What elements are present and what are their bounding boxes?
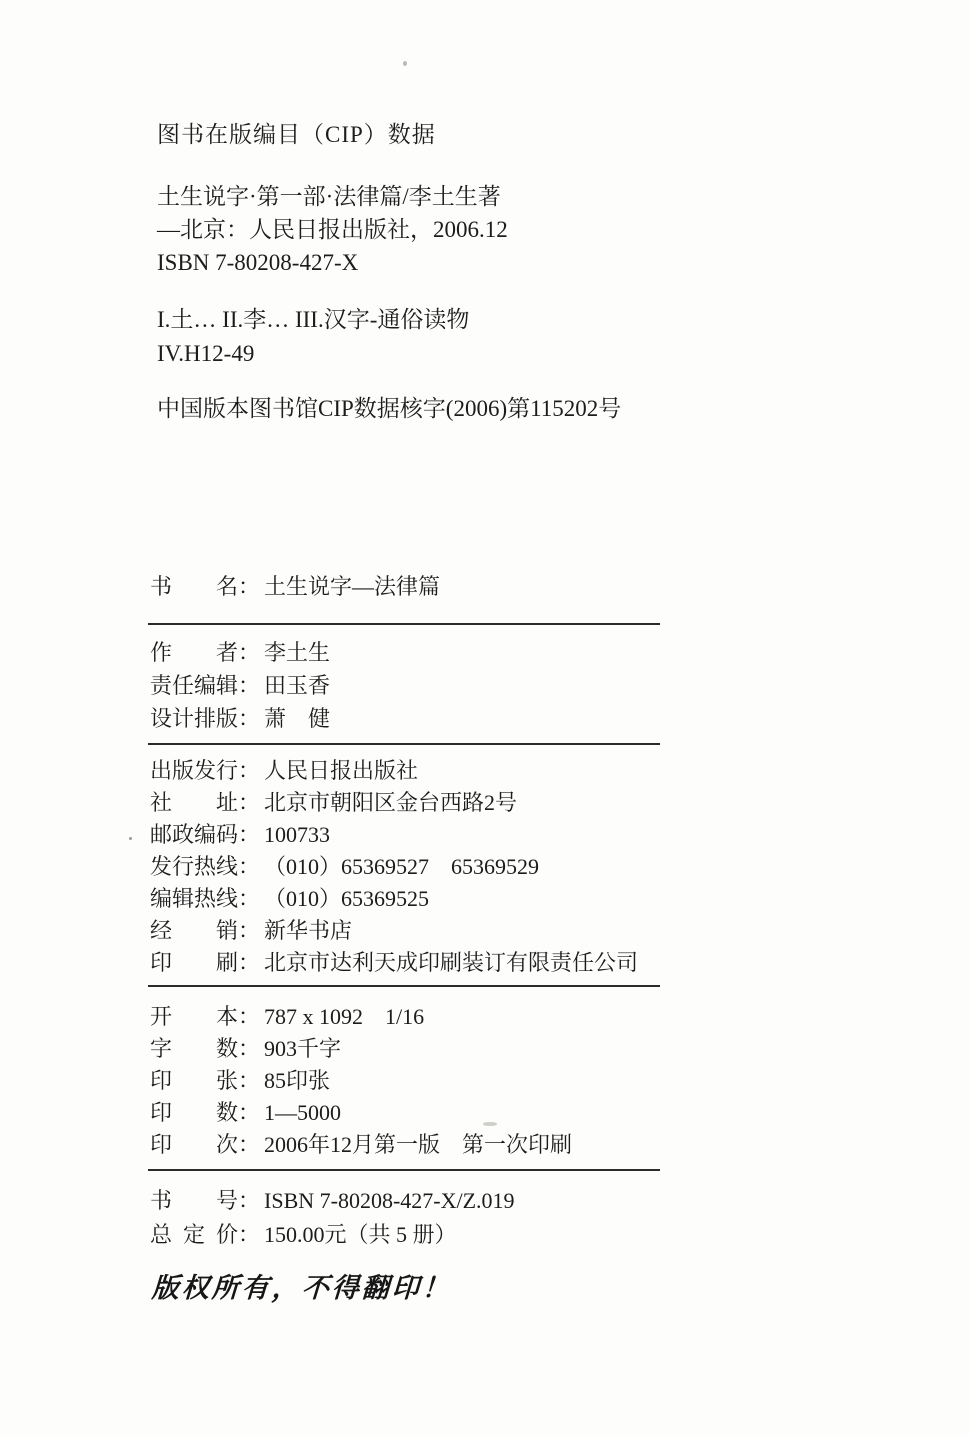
field-label: 经销	[150, 918, 238, 943]
field-colon: ：	[238, 854, 261, 879]
cip-registration-number: 中国版本图书馆CIP数据核字(2006)第115202号	[157, 396, 622, 421]
colophon-section-publisher	[150, 755, 638, 979]
field-label: 出版发行	[150, 758, 239, 783]
colophon-row	[150, 669, 330, 702]
field-value: 85印张	[264, 1068, 331, 1093]
field-value: 新华书店	[264, 918, 353, 943]
cip-classification-line: IV.H12-49	[157, 341, 255, 366]
colophon-row	[150, 571, 440, 603]
field-value: 人民日报出版社	[264, 758, 419, 783]
field-label: 社址	[150, 790, 238, 815]
field-label: 作者	[150, 640, 238, 665]
field-colon: ：	[238, 1222, 261, 1247]
divider-line	[148, 623, 660, 625]
cip-heading: 图书在版编目（CIP）数据	[157, 122, 436, 147]
field-value: 1—5000	[264, 1100, 342, 1125]
field-value: 土生说字—法律篇	[264, 574, 441, 599]
colophon-row	[150, 883, 638, 915]
colophon-row	[150, 819, 638, 851]
colophon-row	[150, 702, 330, 735]
divider-line	[148, 1169, 660, 1171]
colophon-row	[150, 915, 638, 947]
field-colon: ：	[238, 574, 261, 599]
divider-line	[148, 985, 660, 987]
field-value: （010）65369527 65369529	[264, 854, 540, 879]
field-value: 北京市朝阳区金台西路2号	[264, 790, 518, 815]
cip-classification-line: I.土… II.李… III.汉字-通俗读物	[157, 307, 470, 332]
field-colon: ：	[238, 886, 261, 911]
field-colon: ：	[238, 790, 261, 815]
field-colon: ：	[238, 1068, 261, 1093]
colophon-row	[150, 1065, 572, 1097]
field-label: 邮政编码	[150, 822, 239, 847]
field-colon: ：	[238, 706, 261, 731]
colophon-section-credits	[150, 636, 330, 735]
field-label: 印刷	[150, 950, 238, 975]
scan-artifact	[129, 837, 132, 840]
field-label: 设计排版	[150, 706, 239, 731]
scan-artifact	[483, 1122, 497, 1126]
field-label: 印张	[150, 1068, 238, 1093]
field-value: 李土生	[264, 640, 331, 665]
cip-record-line: —北京：人民日报出版社，2006.12	[157, 217, 508, 242]
cip-record-line: 土生说字·第一部·法律篇/李土生著	[157, 184, 501, 209]
colophon-row	[150, 1184, 515, 1218]
colophon-section-isbn-price	[150, 1184, 515, 1252]
field-label: 印次	[150, 1132, 238, 1157]
colophon-row	[150, 947, 638, 979]
field-label: 印数	[150, 1100, 238, 1125]
colophon-section-title	[150, 571, 440, 603]
field-value: 903千字	[264, 1036, 342, 1061]
field-value: 787 x 1092 1/16	[264, 1004, 425, 1029]
field-label: 发行热线	[150, 854, 239, 879]
field-colon: ：	[238, 1188, 261, 1213]
colophon-row	[150, 636, 330, 669]
field-colon: ：	[238, 640, 261, 665]
scan-artifact	[403, 61, 407, 66]
colophon-row	[150, 1129, 572, 1161]
field-value: ISBN 7-80208-427-X/Z.019	[264, 1188, 515, 1213]
field-colon: ：	[238, 1004, 261, 1029]
field-label: 总定价	[150, 1222, 238, 1247]
field-label: 开本	[150, 1004, 238, 1029]
field-label: 责任编辑	[150, 673, 239, 698]
field-value: 100733	[264, 822, 331, 847]
field-label: 书号	[150, 1188, 238, 1213]
colophon-row	[150, 1033, 572, 1065]
field-colon: ：	[238, 950, 261, 975]
field-value: 田玉香	[264, 673, 331, 698]
cip-record-line: ISBN 7-80208-427-X	[157, 250, 359, 275]
colophon-row	[150, 851, 638, 883]
field-colon: ：	[238, 1100, 261, 1125]
cip-record-block	[157, 180, 508, 279]
colophon-row	[150, 755, 638, 787]
field-colon: ：	[238, 758, 261, 783]
cip-classification-block	[157, 303, 469, 371]
colophon-row	[150, 1097, 572, 1129]
field-colon: ：	[238, 918, 261, 943]
field-value: 150.00元（共 5 册）	[264, 1222, 457, 1247]
field-value: 2006年12月第一版 第一次印刷	[264, 1132, 573, 1157]
colophon-row	[150, 1218, 515, 1252]
colophon-row	[150, 1001, 572, 1033]
colophon-row	[150, 787, 638, 819]
field-label: 编辑热线	[150, 886, 239, 911]
field-label: 书名	[150, 574, 238, 599]
field-value: （010）65369525	[264, 886, 430, 911]
colophon-section-printing	[150, 1001, 572, 1161]
field-colon: ：	[238, 1132, 261, 1157]
field-colon: ：	[238, 1036, 261, 1061]
field-label: 字数	[150, 1036, 238, 1061]
divider-line	[148, 743, 660, 745]
field-value: 北京市达利天成印刷装订有限责任公司	[264, 950, 639, 975]
field-colon: ：	[238, 822, 261, 847]
field-value: 萧 健	[264, 706, 331, 731]
field-colon: ：	[238, 673, 261, 698]
copyright-notice: 版权所有，不得翻印！	[151, 1273, 453, 1303]
